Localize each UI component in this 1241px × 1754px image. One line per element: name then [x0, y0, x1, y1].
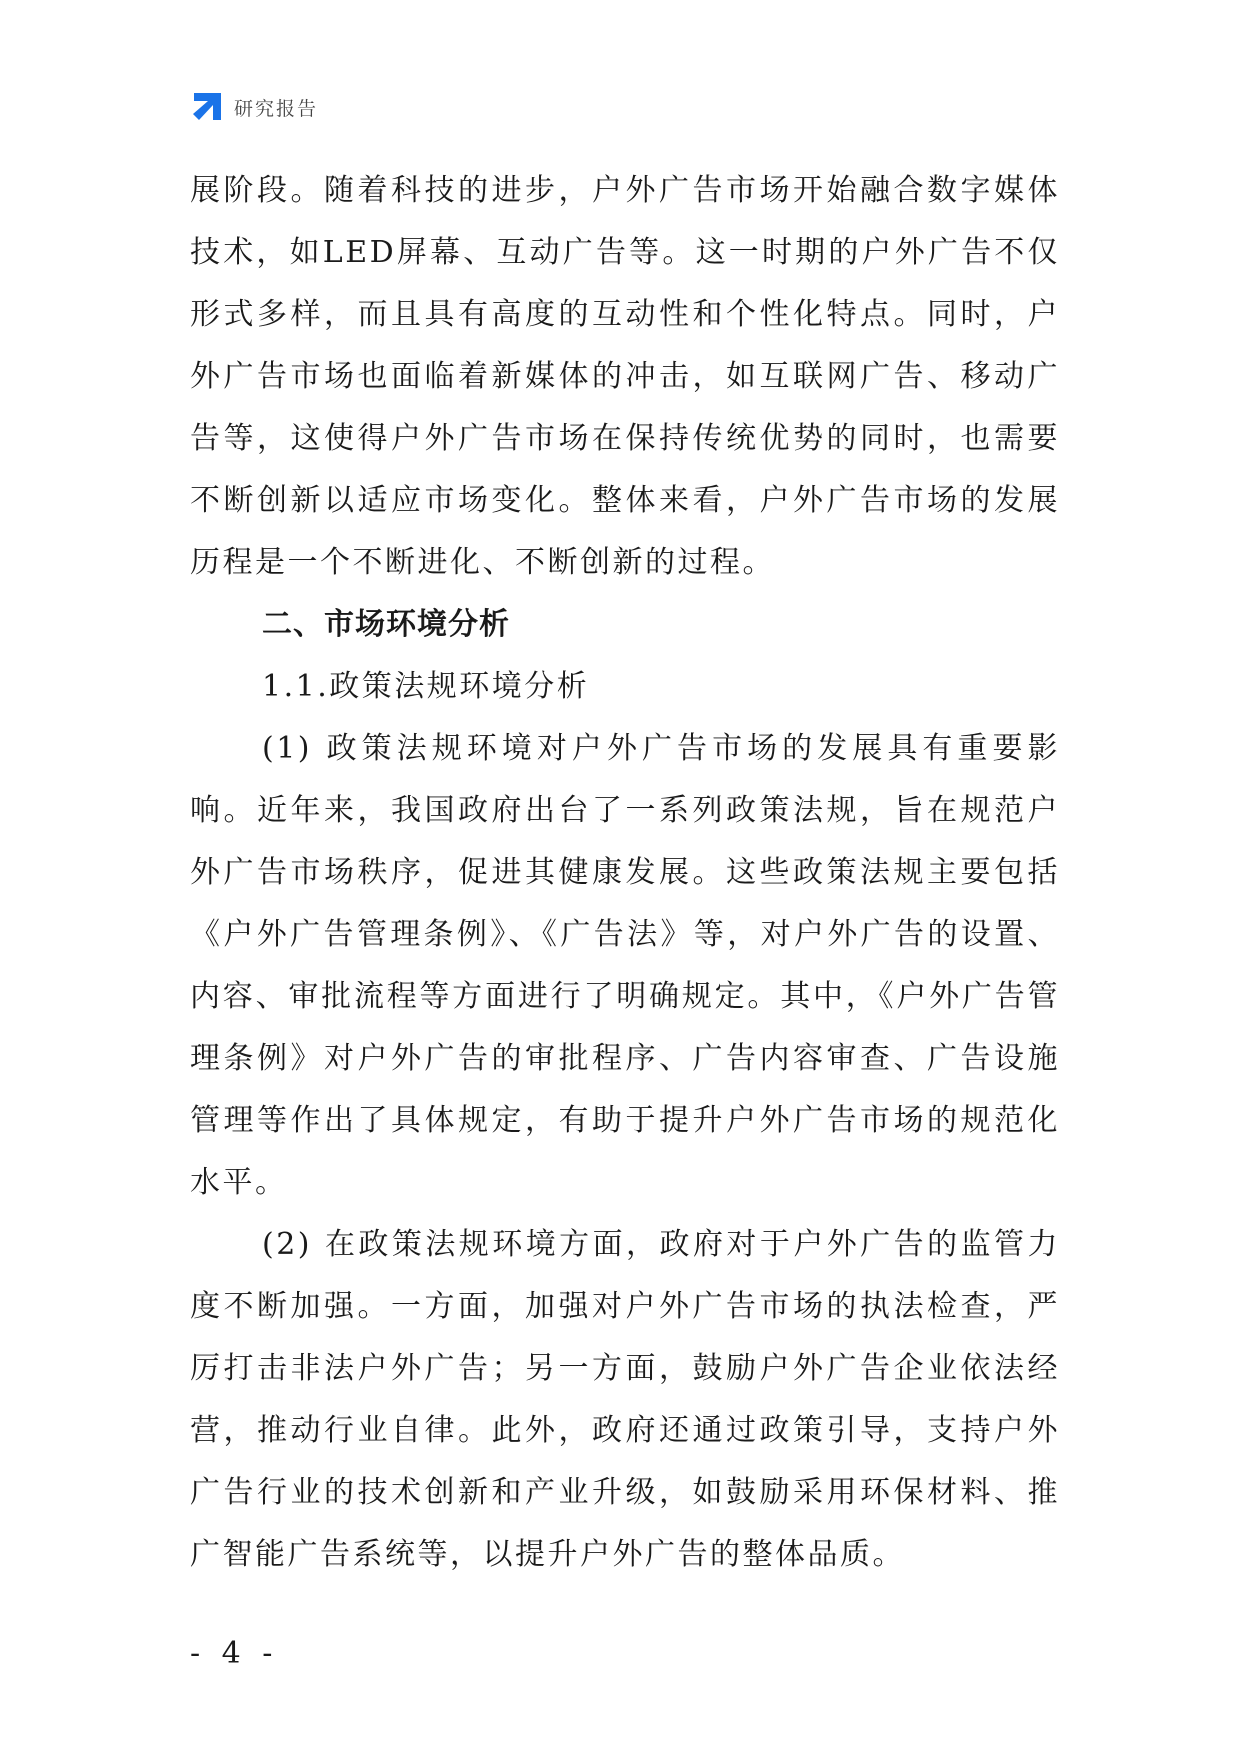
paragraph-intro: 展阶段。随着科技的进步，户外广告市场开始融合数字媒体技术，如LED屏幕、互动广告等。这一时期的户外广告不仅形式多样，而且具有高度的互动性和个性化特点。同时，户外广告市场也面临着新媒体的冲击，如互联网广告、移动广告等，这使得户外广告市场在保持传统优势的同时，也需要不断创新以适应市场变化。整体来看，户外广告市场的发展历程是一个不断进化、不断创新的过程。 — [190, 173, 1060, 580]
page-number: - 4 - — [190, 1636, 279, 1671]
subsection-heading: 1.1.政策法规环境分析 — [262, 669, 590, 704]
header-label: 研究报告 — [234, 97, 319, 120]
paragraph-1: (1) 政策法规环境对户外广告市场的发展具有重要影响。近年来，我国政府出台了一系列政策法规，旨在规范户外广告市场秩序，促进其健康发展。这些政策法规主要包括《户外广告管理条例》、《广告法》等，对户外广告的设置、内容、审批流程等方面进行了明确规定。其中，《户外广告管理条例》对户外广告的审批程序、广告内容审查、广告设施管理等作出了具体规定，有助于提升户外广告市场的规范化水平。 — [190, 731, 1060, 1200]
arrow-logo-icon — [190, 90, 224, 124]
section-heading: 二、市场环境分析 — [262, 607, 510, 642]
page-header — [190, 90, 318, 124]
paragraph-2: (2) 在政策法规环境方面，政府对于户外广告的监管力度不断加强。一方面，加强对户外广告市场的执法检查，严厉打击非法户外广告；另一方面，鼓励户外广告企业依法经营，推动行业自律。此外，政府还通过政策引导，支持户外广告行业的技术创新和产业升级，如鼓励采用环保材料、推广智能广告系统等，以提升户外广告的整体品质。 — [190, 1227, 1060, 1572]
document-body — [190, 160, 1060, 1586]
